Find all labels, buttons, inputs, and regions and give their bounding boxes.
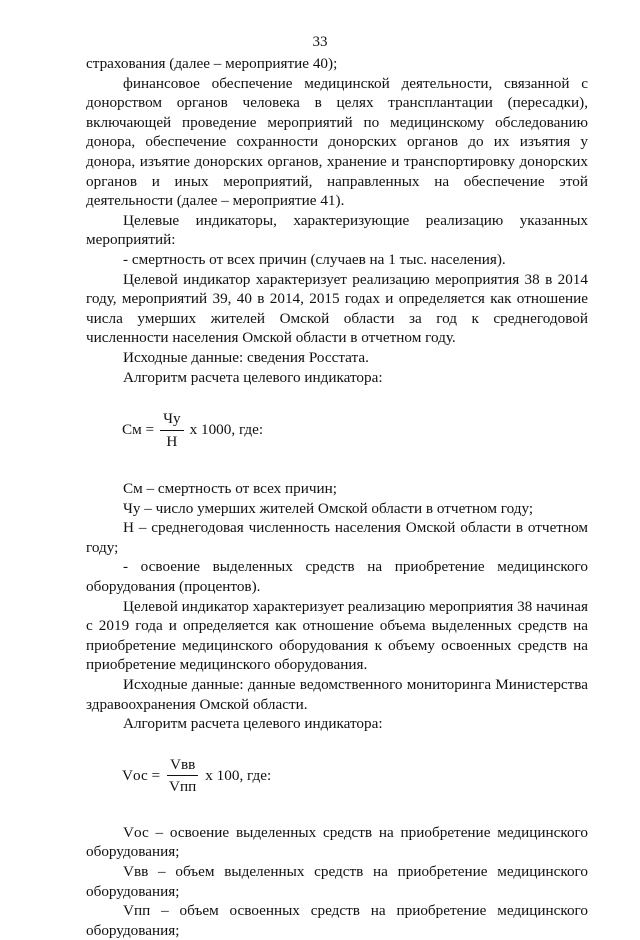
paragraph: - смертность от всех причин (случаев на 1 тыс. населения). bbox=[123, 250, 506, 268]
formula-denominator: Н bbox=[166, 432, 178, 450]
paragraph: Алгоритм расчета целевого индикатора: bbox=[123, 368, 383, 386]
formula-fraction bbox=[166, 755, 199, 797]
paragraph: Целевой индикатор характеризует реализацию мероприятия 38 начиная с 2019 года и определяется как отношение объема выделенных средств на приобретение медицинского оборудования к объему освоенных средств на приобретение медицинского оборудования. bbox=[86, 597, 588, 674]
paragraph: Исходные данные: данные ведомственного мониторинга Министерства здравоохранения Омской области. bbox=[86, 676, 588, 713]
paragraph: Vвв – объем выделенных средств на приобретение медицинского оборудования; bbox=[86, 863, 588, 900]
formula-lhs: Vос = bbox=[122, 767, 161, 785]
paragraph: финансовое обеспечение медицинской деятельности, связанной с донорством органов человека в целях трансплантации (пересадки), включающей проведение мероприятий по медицинскому обследованию донора, обеспечение сохранности донорских органов до их изъятия у донора, изъятие донорских органов, хранение и транспортировку донорских органов и иных мероприятий, направленных на обеспечение этой деятельности (далее – мероприятие 41). bbox=[86, 74, 588, 210]
paragraph: Чу – число умерших жителей Омской области в отчетном году; bbox=[123, 499, 534, 517]
paragraph: Целевые индикаторы, характеризующие реализацию указанных мероприятий: bbox=[86, 211, 588, 249]
formula-rhs: x 100, где: bbox=[205, 767, 272, 785]
equipment-formula bbox=[86, 751, 588, 801]
paragraph: Н – среднегодовая численность населения Омской области в отчетном году; bbox=[86, 519, 588, 556]
paragraph: Целевой индикатор характеризует реализацию мероприятия 38 в 2014 году, мероприятий 39, 40 в 2014, 2015 годах и определяется как отношение числа умерших жителей Омской области за год к среднегодовой численности населения Омской области в отчетном году. bbox=[86, 270, 588, 347]
mortality-formula bbox=[86, 405, 588, 455]
page-number: 33 bbox=[312, 34, 328, 50]
formula-rhs: x 1000, где: bbox=[189, 421, 264, 439]
paragraph: Алгоритм расчета целевого индикатора: bbox=[123, 715, 383, 733]
formula-numerator: Vвв bbox=[167, 755, 198, 777]
document-body bbox=[86, 54, 588, 940]
paragraph: страхования (далее – мероприятие 40); bbox=[86, 55, 338, 72]
paragraph: Vпп – объем освоенных средств на приобретение медицинского оборудования; bbox=[86, 902, 588, 939]
paragraph: Исходные данные: сведения Росстата. bbox=[123, 348, 369, 366]
formula-fraction bbox=[160, 409, 183, 451]
formula-lhs: См = bbox=[122, 421, 155, 439]
formula-denominator: Vпп bbox=[169, 778, 197, 796]
formula-numerator: Чу bbox=[160, 409, 183, 431]
paragraph: - освоение выделенных средств на приобретение медицинского оборудования (процентов). bbox=[86, 558, 588, 596]
paragraph: Vос – освоение выделенных средств на приобретение медицинского оборудования; bbox=[86, 823, 588, 861]
paragraph: См – смертность от всех причин; bbox=[123, 480, 337, 498]
